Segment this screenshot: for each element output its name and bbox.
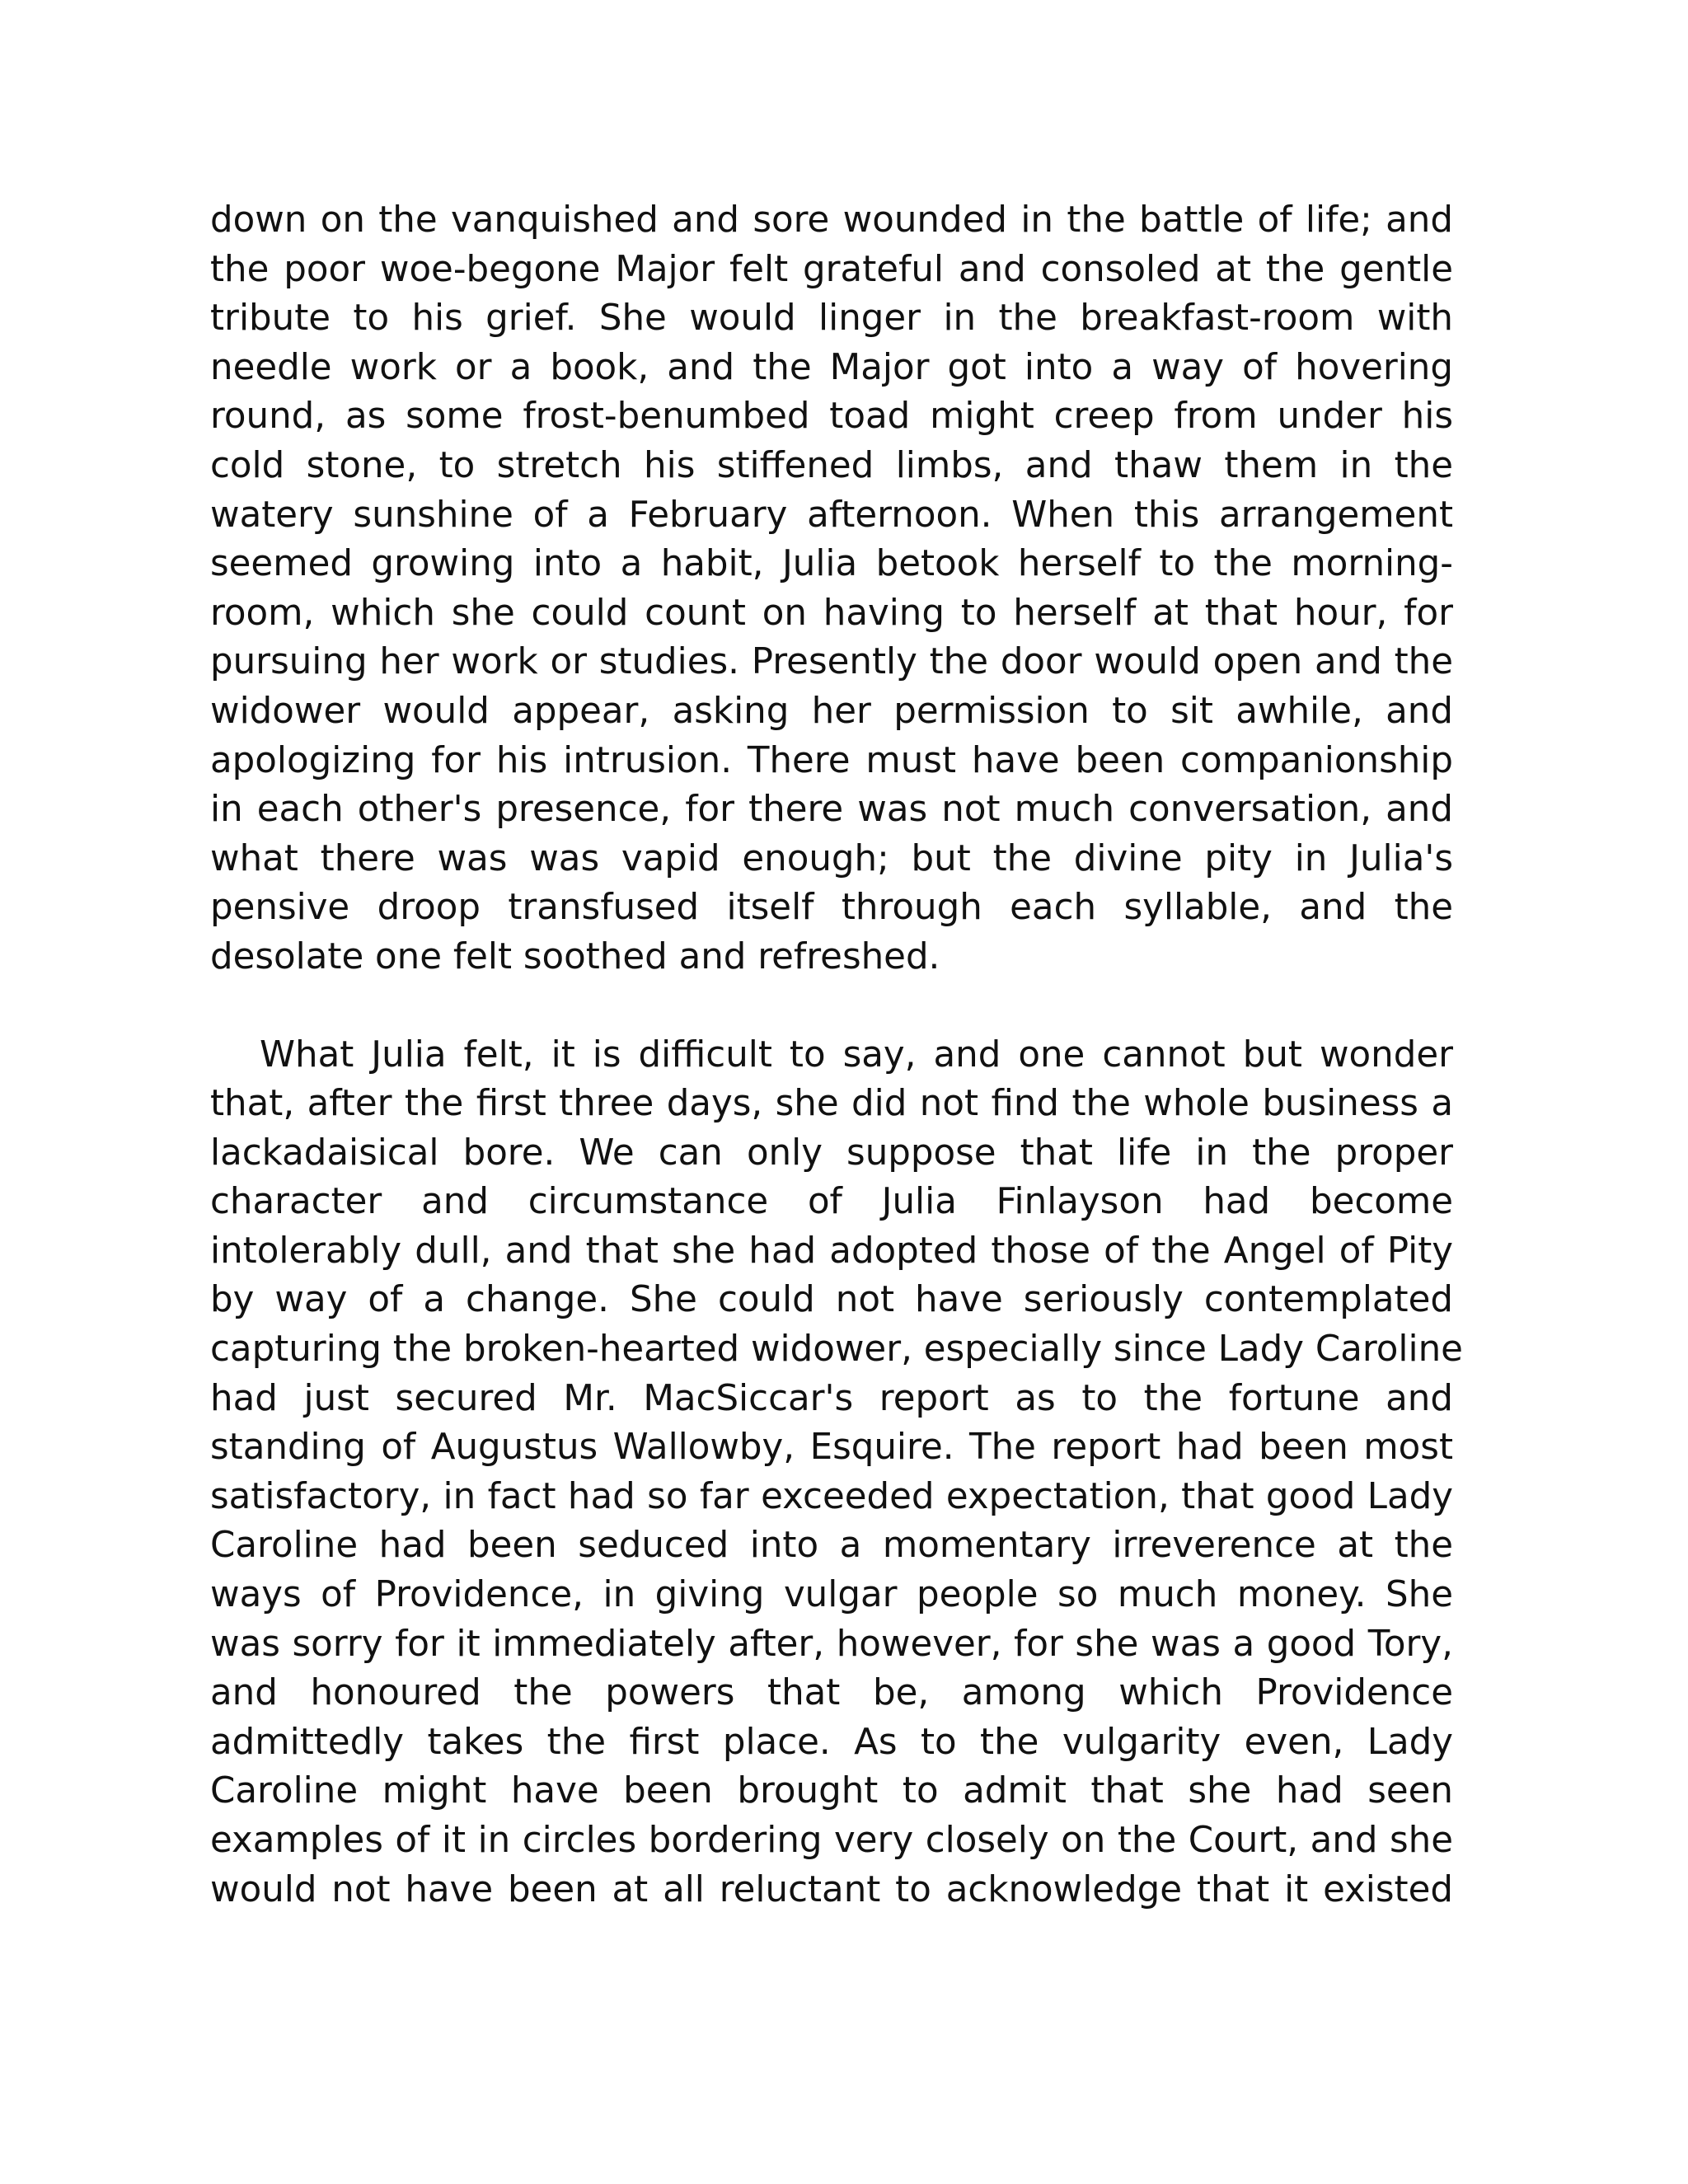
page-body bbox=[210, 196, 1463, 1915]
paragraph-1 bbox=[210, 196, 1453, 982]
text-line: would not have been at all reluctant to acknowledge that it existed bbox=[210, 1868, 1453, 1910]
text-line: standing of Augustus Wallowby, Esquire. The report had been most bbox=[210, 1427, 1453, 1469]
text-line: capturing the broken-hearted widower, especially since Lady Caroline bbox=[210, 1329, 1463, 1371]
text-line: pensive droop transfused itself through each syllable, and the bbox=[210, 887, 1453, 929]
text-line: the poor woe-begone Major felt grateful and consoled at the gentle bbox=[210, 248, 1453, 290]
text-line: room, which she could count on having to herself at that hour, for bbox=[210, 592, 1453, 634]
text-line: and honoured the powers that be, among which Providence bbox=[210, 1672, 1453, 1714]
text-line: round, as some frost-benumbed toad might creep from under his bbox=[210, 396, 1453, 438]
text-line: was sorry for it immediately after, however, for she was a good Tory, bbox=[210, 1623, 1453, 1665]
text-line: Caroline might have been brought to admit that she had seen bbox=[210, 1770, 1453, 1812]
text-line: had just secured Mr. MacSiccar's report as to the fortune and bbox=[210, 1377, 1453, 1419]
text-line: by way of a change. She could not have seriously contemplated bbox=[210, 1279, 1453, 1321]
text-line: in each other's presence, for there was not much conversation, and bbox=[210, 789, 1453, 831]
text-line: watery sunshine of a February afternoon. When this arrangement bbox=[210, 494, 1453, 536]
text-line: satisfactory, in fact had so far exceeded expectation, that good Lady bbox=[210, 1475, 1453, 1517]
text-line: cold stone, to stretch his stiffened limbs, and thaw them in the bbox=[210, 444, 1453, 486]
text-line: needle work or a book, and the Major got into a way of hovering bbox=[210, 346, 1453, 388]
text-line: lackadaisical bore. We can only suppose that life in the proper bbox=[210, 1132, 1453, 1174]
text-line: intolerably dull, and that she had adopted those of the Angel of Pity bbox=[210, 1230, 1453, 1272]
text-line: that, after the first three days, she did not find the whole business a bbox=[210, 1083, 1453, 1125]
text-line: pursuing her work or studies. Presently the door would open and the bbox=[210, 641, 1453, 683]
text-line: down on the vanquished and sore wounded in the battle of life; and bbox=[210, 199, 1453, 241]
text-line: examples of it in circles bordering very closely on the Court, and she bbox=[210, 1820, 1453, 1861]
text-line: ways of Providence, in giving vulgar people so much money. She bbox=[210, 1574, 1453, 1616]
text-line: widower would appear, asking her permission to sit awhile, and bbox=[210, 690, 1453, 732]
text-line: desolate one felt soothed and refreshed. bbox=[210, 935, 940, 977]
text-line: Caroline had been seduced into a momentary irreverence at the bbox=[210, 1525, 1453, 1567]
text-line: admittedly takes the first place. As to the vulgarity even, Lady bbox=[210, 1721, 1453, 1763]
text-line: character and circumstance of Julia Finlayson had become bbox=[210, 1181, 1453, 1223]
text-line: what there was was vapid enough; but the divine pity in Julia's bbox=[210, 837, 1453, 879]
text-line: What Julia felt, it is difficult to say, and one cannot but wonder bbox=[260, 1033, 1453, 1076]
text-line: seemed growing into a habit, Julia betook herself to the morning- bbox=[210, 543, 1453, 585]
paragraph-2 bbox=[210, 1031, 1463, 1915]
text-line: apologizing for his intrusion. There must have been companionship bbox=[210, 739, 1453, 781]
text-line: tribute to his grief. She would linger in the breakfast-room with bbox=[210, 298, 1453, 340]
